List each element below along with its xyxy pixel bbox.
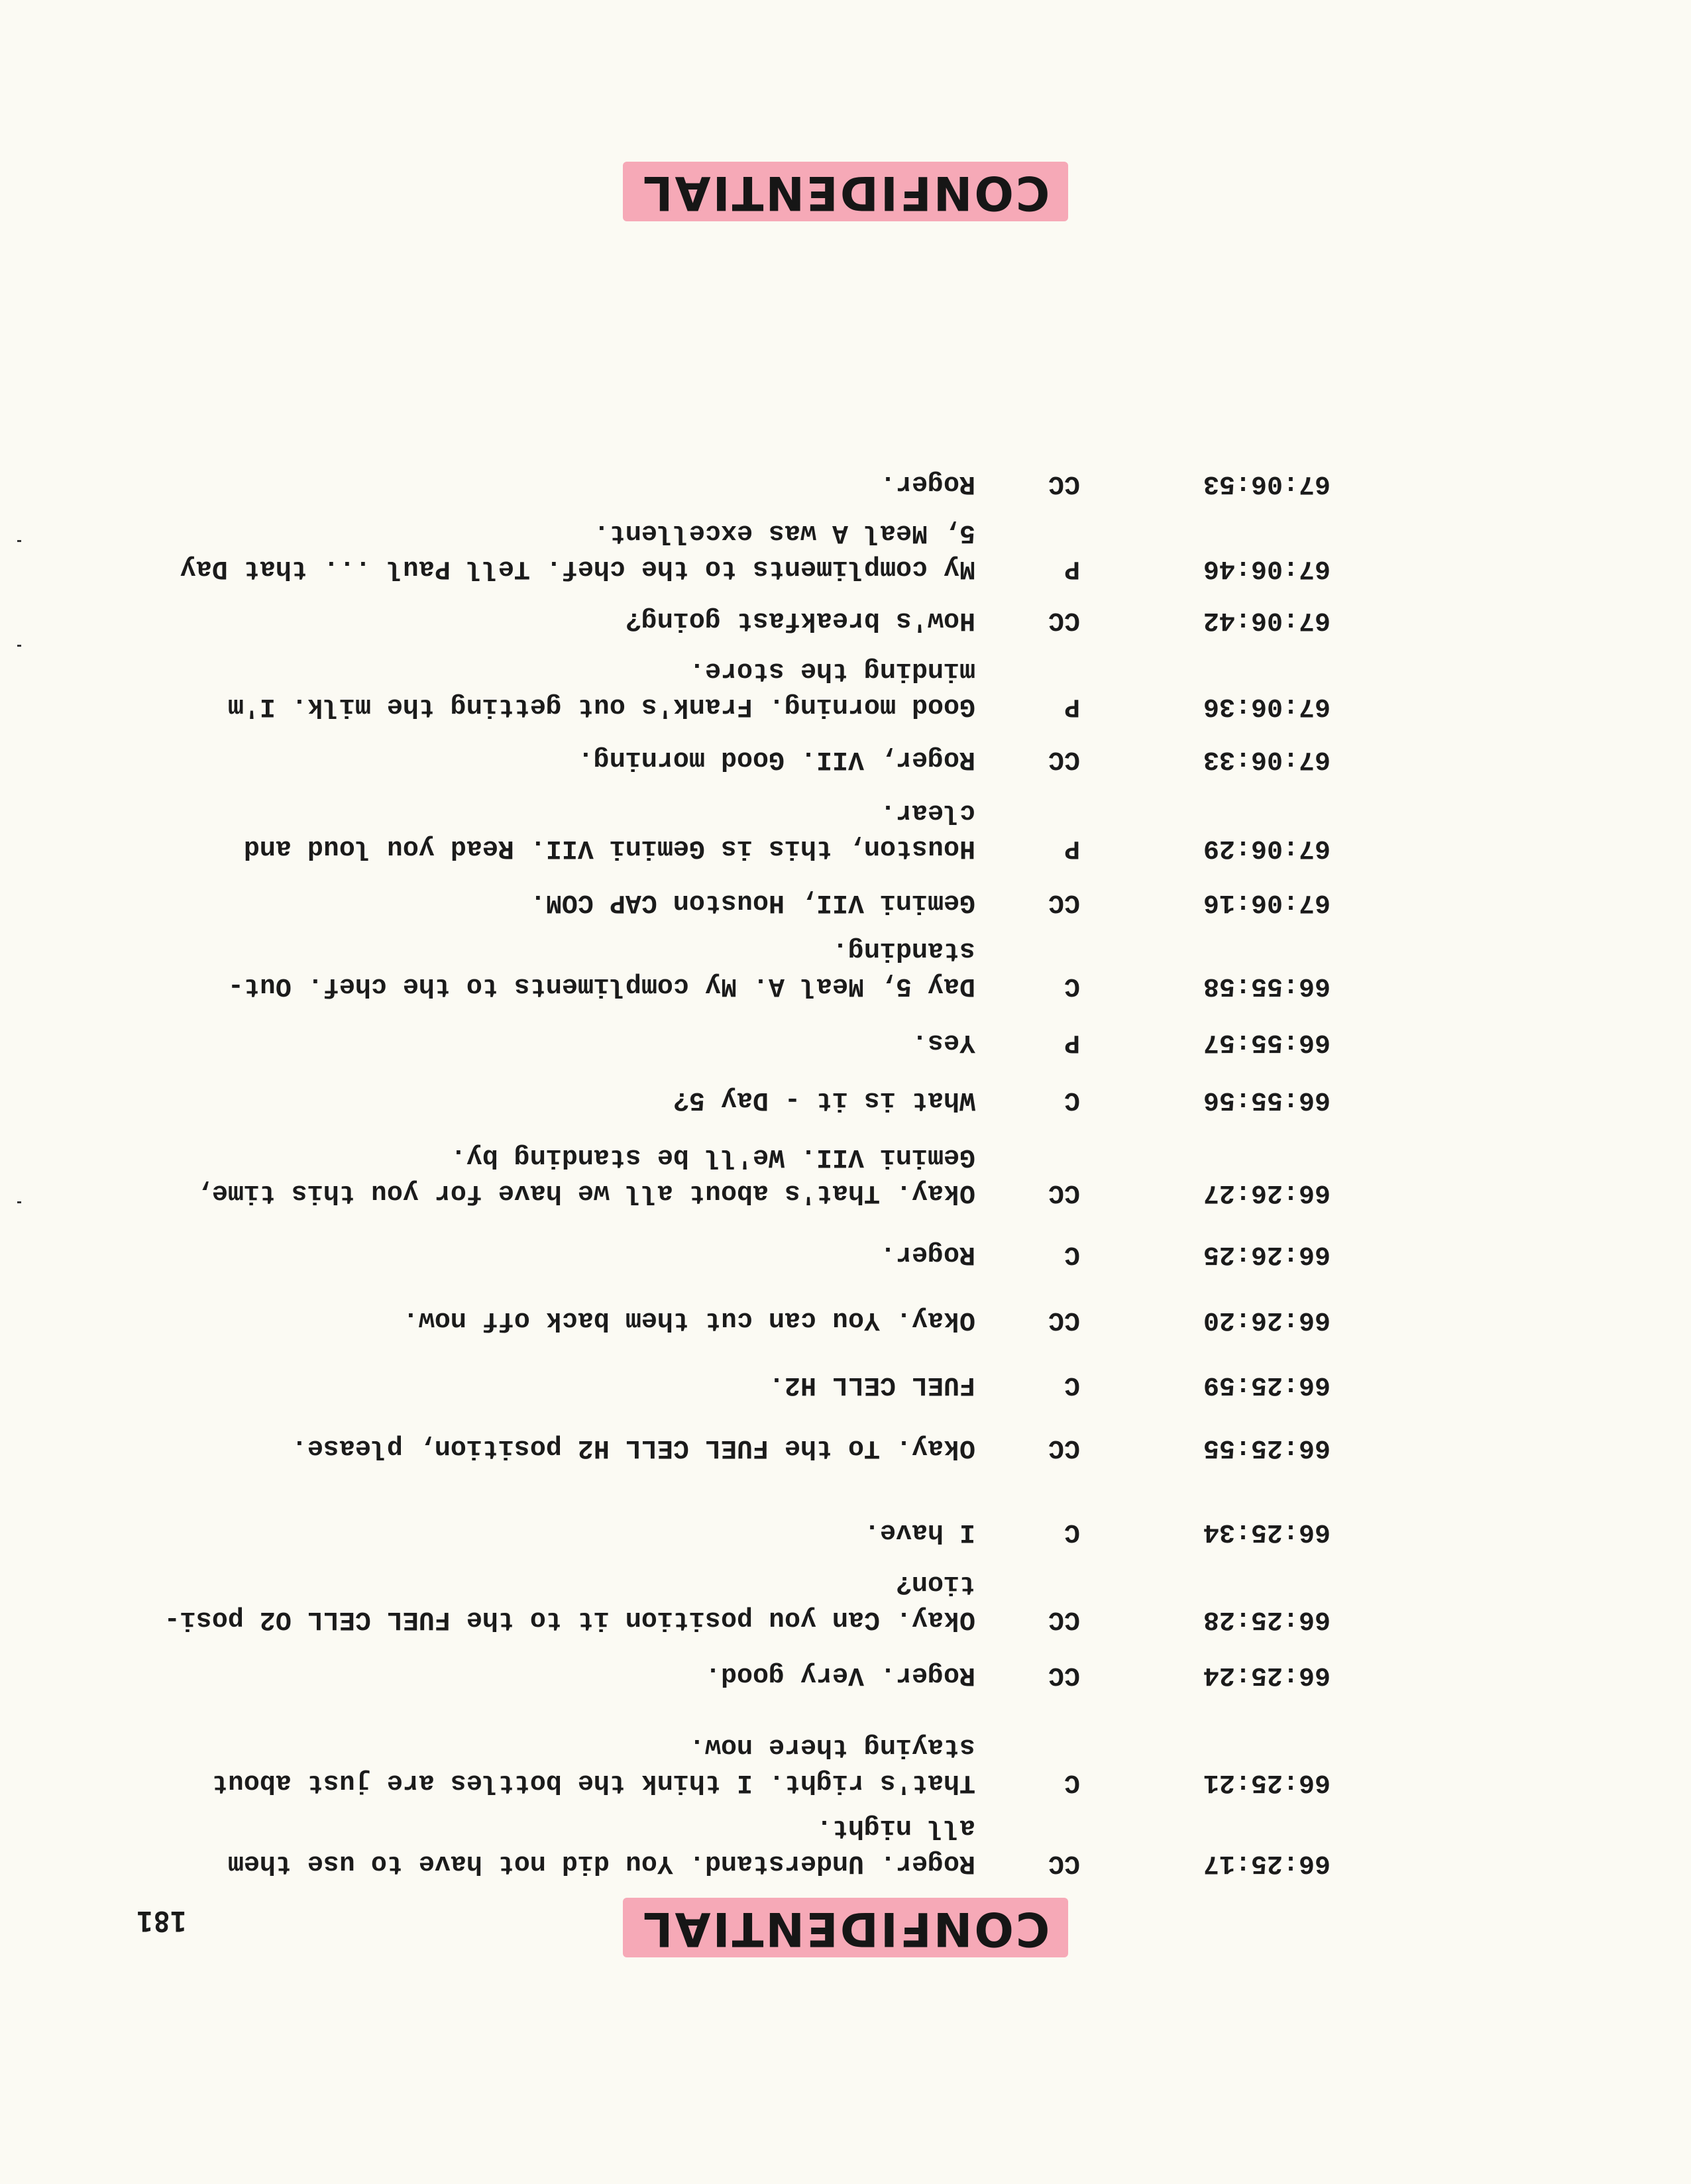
entry-text-line: 5, Meal A was excellent. bbox=[593, 518, 975, 547]
entry-text-line: Yes. bbox=[911, 1027, 975, 1057]
entry-speaker: C bbox=[1064, 1517, 1080, 1547]
entry-text-line: What is it - Day 5? bbox=[673, 1085, 975, 1115]
entry-text-line: Roger. Understand. You did not have to use them bbox=[227, 1848, 975, 1878]
entry-text-line: Okay. That's about all we have for you this time, bbox=[195, 1177, 975, 1207]
entry-text bbox=[167, 1728, 975, 1800]
entry-speaker: CC bbox=[1048, 605, 1080, 635]
entry-text bbox=[167, 794, 975, 865]
entry-timestamp: 67:06:16 bbox=[1203, 887, 1331, 917]
entry-speaker: C bbox=[1064, 1370, 1080, 1399]
entry-speaker: CC bbox=[1048, 1604, 1080, 1634]
entry-timestamp: 67:06:33 bbox=[1203, 744, 1331, 774]
entry-timestamp: 67:06:46 bbox=[1203, 553, 1331, 583]
confidential-stamp-text: CONFIDENTIAL bbox=[623, 162, 1068, 221]
entry-speaker: CC bbox=[1048, 468, 1080, 498]
entry-text-line: Day 5, Meal A. My compliments to the chef. Out- bbox=[227, 971, 975, 1001]
entry-text bbox=[164, 1565, 975, 1637]
entry-timestamp: 66:25:55 bbox=[1203, 1433, 1331, 1462]
entry-text bbox=[167, 1366, 975, 1402]
entry-speaker: P bbox=[1064, 691, 1080, 721]
entry-timestamp: 66:25:17 bbox=[1203, 1848, 1331, 1878]
entry-text bbox=[167, 741, 975, 777]
margin-tick bbox=[17, 1201, 21, 1203]
entry-timestamp: 66:26:27 bbox=[1203, 1177, 1331, 1207]
entry-text-line: FUEL CELL H2. bbox=[768, 1370, 975, 1399]
entry-text bbox=[167, 652, 975, 724]
entry-text bbox=[167, 1809, 975, 1881]
entry-speaker: P bbox=[1064, 833, 1080, 863]
entry-speaker: P bbox=[1064, 1027, 1080, 1057]
entry-text-line: Okay. You can cut them back off now. bbox=[402, 1305, 975, 1335]
entry-text-line: Good morning. Frank's out getting the milk. I'm bbox=[227, 691, 975, 721]
entry-timestamp: 67:06:42 bbox=[1203, 605, 1331, 635]
entry-text-line: tion? bbox=[895, 1568, 975, 1598]
entry-text bbox=[167, 1657, 975, 1692]
entry-text-line: Okay. Can you position it to the FUEL CELL O2 posi- bbox=[164, 1604, 975, 1634]
entry-speaker: C bbox=[1064, 971, 1080, 1001]
entry-speaker: CC bbox=[1048, 1177, 1080, 1207]
entry-text bbox=[167, 1081, 975, 1117]
entry-timestamp: 67:06:53 bbox=[1203, 468, 1331, 498]
entry-speaker: C bbox=[1064, 1767, 1080, 1797]
entry-timestamp: 66:25:34 bbox=[1203, 1517, 1331, 1547]
entry-speaker: CC bbox=[1048, 1660, 1080, 1690]
entry-timestamp: 66:55:57 bbox=[1203, 1027, 1331, 1057]
entry-text-line: minding the store. bbox=[688, 655, 975, 685]
entry-timestamp: 66:55:56 bbox=[1203, 1085, 1331, 1115]
entry-text bbox=[167, 1138, 975, 1210]
entry-timestamp: 66:25:24 bbox=[1203, 1660, 1331, 1690]
entry-text-line: standing. bbox=[832, 935, 975, 965]
entry-timestamp: 67:06:36 bbox=[1203, 691, 1331, 721]
confidential-stamp-text: CONFIDENTIAL bbox=[623, 1898, 1068, 1957]
entry-timestamp: 66:25:59 bbox=[1203, 1370, 1331, 1399]
entry-text-line: staying there now. bbox=[688, 1731, 975, 1761]
entry-text-line: Houston, this is Gemini VII. Read you loud and bbox=[243, 833, 975, 863]
confidential-stamp-bottom bbox=[0, 162, 1691, 221]
entry-timestamp: 66:55:58 bbox=[1203, 971, 1331, 1001]
entry-text-line: Gemini VII, Houston CAP COM. bbox=[529, 887, 975, 917]
confidential-stamp-top bbox=[0, 1898, 1691, 1957]
entry-text bbox=[167, 1429, 975, 1465]
entry-speaker: P bbox=[1064, 553, 1080, 583]
entry-timestamp: 66:25:21 bbox=[1203, 1767, 1331, 1797]
entry-text-line: My compliments to the chef. Tell Paul ... that Day bbox=[180, 553, 975, 583]
entry-text-line: all night. bbox=[816, 1812, 975, 1842]
entry-speaker: C bbox=[1064, 1085, 1080, 1115]
entry-text bbox=[167, 1301, 975, 1337]
entry-speaker: CC bbox=[1048, 744, 1080, 774]
entry-timestamp: 66:25:28 bbox=[1203, 1604, 1331, 1634]
entry-text-line: How's breakfast going? bbox=[625, 605, 975, 635]
entry-text-line: Roger. Very good. bbox=[704, 1660, 975, 1690]
entry-text bbox=[167, 1236, 975, 1272]
entry-speaker: CC bbox=[1048, 887, 1080, 917]
margin-tick bbox=[17, 645, 21, 647]
entry-text bbox=[167, 602, 975, 637]
entry-text bbox=[167, 514, 975, 586]
entry-text-line: Gemini VII. We'll be standing by. bbox=[450, 1142, 975, 1172]
entry-speaker: C bbox=[1064, 1239, 1080, 1269]
entry-text-line: That's right. I think the bottles are just about bbox=[211, 1767, 975, 1797]
entry-text-line: I have. bbox=[863, 1517, 975, 1547]
entry-text bbox=[167, 465, 975, 501]
entry-speaker: CC bbox=[1048, 1433, 1080, 1462]
entry-timestamp: 66:26:20 bbox=[1203, 1305, 1331, 1335]
entry-text bbox=[167, 1513, 975, 1549]
entry-text-line: Roger, VII. Good morning. bbox=[577, 744, 975, 774]
entry-text-line: Okay. To the FUEL CELL H2 position, please. bbox=[291, 1433, 975, 1462]
entry-text-line: Roger. bbox=[879, 468, 975, 498]
entry-text bbox=[167, 1024, 975, 1060]
entry-text bbox=[167, 884, 975, 920]
entry-timestamp: 67:06:29 bbox=[1203, 833, 1331, 863]
margin-tick bbox=[17, 540, 21, 542]
entry-text-line: clear. bbox=[879, 797, 975, 827]
entry-speaker: CC bbox=[1048, 1848, 1080, 1878]
entry-text bbox=[167, 932, 975, 1003]
page-number: 181 bbox=[136, 1905, 187, 1938]
entry-speaker: CC bbox=[1048, 1305, 1080, 1335]
entry-text-line: Roger. bbox=[879, 1239, 975, 1269]
entry-timestamp: 66:26:25 bbox=[1203, 1239, 1331, 1269]
